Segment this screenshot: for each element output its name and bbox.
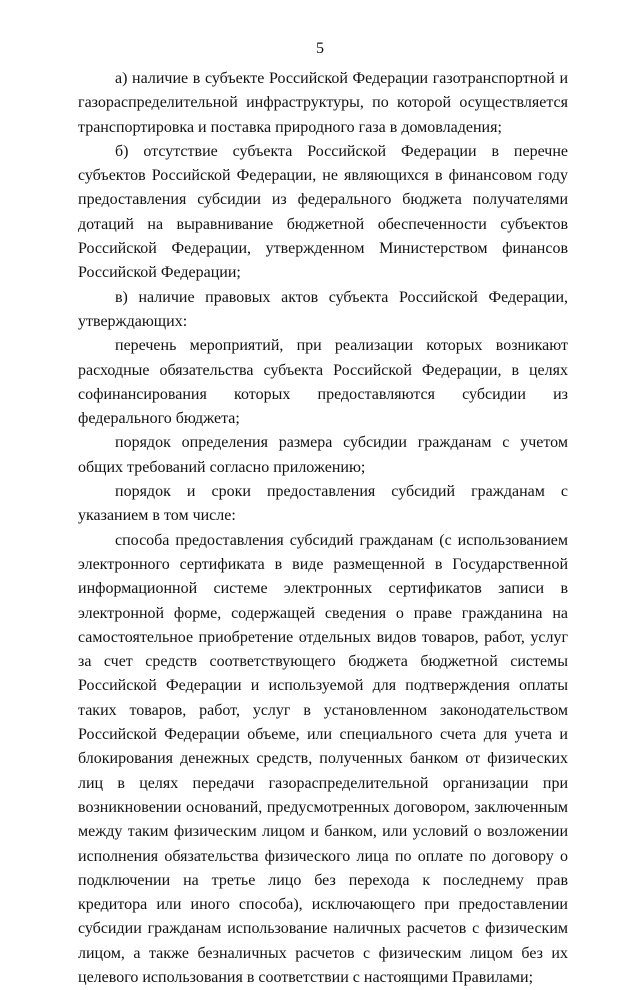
document-body <box>78 67 568 990</box>
paragraph-subsidy-terms: порядок и сроки предоставления субсидий гражданам с указанием в том числе: <box>78 483 568 525</box>
paragraph-events-list: перечень мероприятий, при реализации которых возникают расходные обязательства субъекта Российской Федерации, в целях софинансирования которых предоставляются субсидии из федерального бюджета; <box>78 337 568 428</box>
paragraph-c-legal-acts: в) наличие правовых актов субъекта Российской Федерации, утверждающих: <box>78 288 568 330</box>
paragraph-subsidy-method: способа предоставления субсидий гражданам (с использованием электронного сертификата в виде размещенной в Государственной информационной системе электронных сертификатов записи в электронной форме, содержащей сведения о праве гражданина на самостоятельное приобретение отдельных видов товаров, работ, услуг за счет средств соответствующего бюджета бюджетной системы Российской Федерации и используемой для подтверждения оплаты таких товаров, работ, услуг в установленном законодательством Российской Федерации объеме, или специального счета для учета и блокирования денежных средств, полученных банком от физических лиц в целях передачи газораспределительной организации при возникновении оснований, предусмотренных договором, заключенным между таким физическим лицом и банком, или условий о возложении исполнения обязательства физического лица по оплате по договору о подключении на третье лицо без перехода к последнему прав кредитора или иного способа), исключающего при предоставлении субсидии гражданам использование наличных расчетов с физическим лицом, а также безналичных расчетов с физическим лицом без их целевого использования в соответствии с настоящими Правилами; <box>78 531 568 986</box>
paragraph-a-gas-infrastructure: а) наличие в субъекте Российской Федерации газотранспортной и газораспределительной инфраструктуры, по которой осуществляется транспортировка и поставка природного газа в домовладения; <box>78 70 568 136</box>
page-number: 5 <box>316 40 324 57</box>
paragraph-subsidy-size-procedure: порядок определения размера субсидии гражданам с учетом общих требований согласно приложению; <box>78 434 568 476</box>
paragraph-b-subsidy-exclusion: б) отсутствие субъекта Российской Федерации в перечне субъектов Российской Федерации, не являющихся в финансовом году предоставления субсидии из федерального бюджета получателями дотаций на выравнивание бюджетной обеспеченности субъектов Российской Федерации, утвержденном Министерством финансов Российской Федерации; <box>78 142 568 282</box>
